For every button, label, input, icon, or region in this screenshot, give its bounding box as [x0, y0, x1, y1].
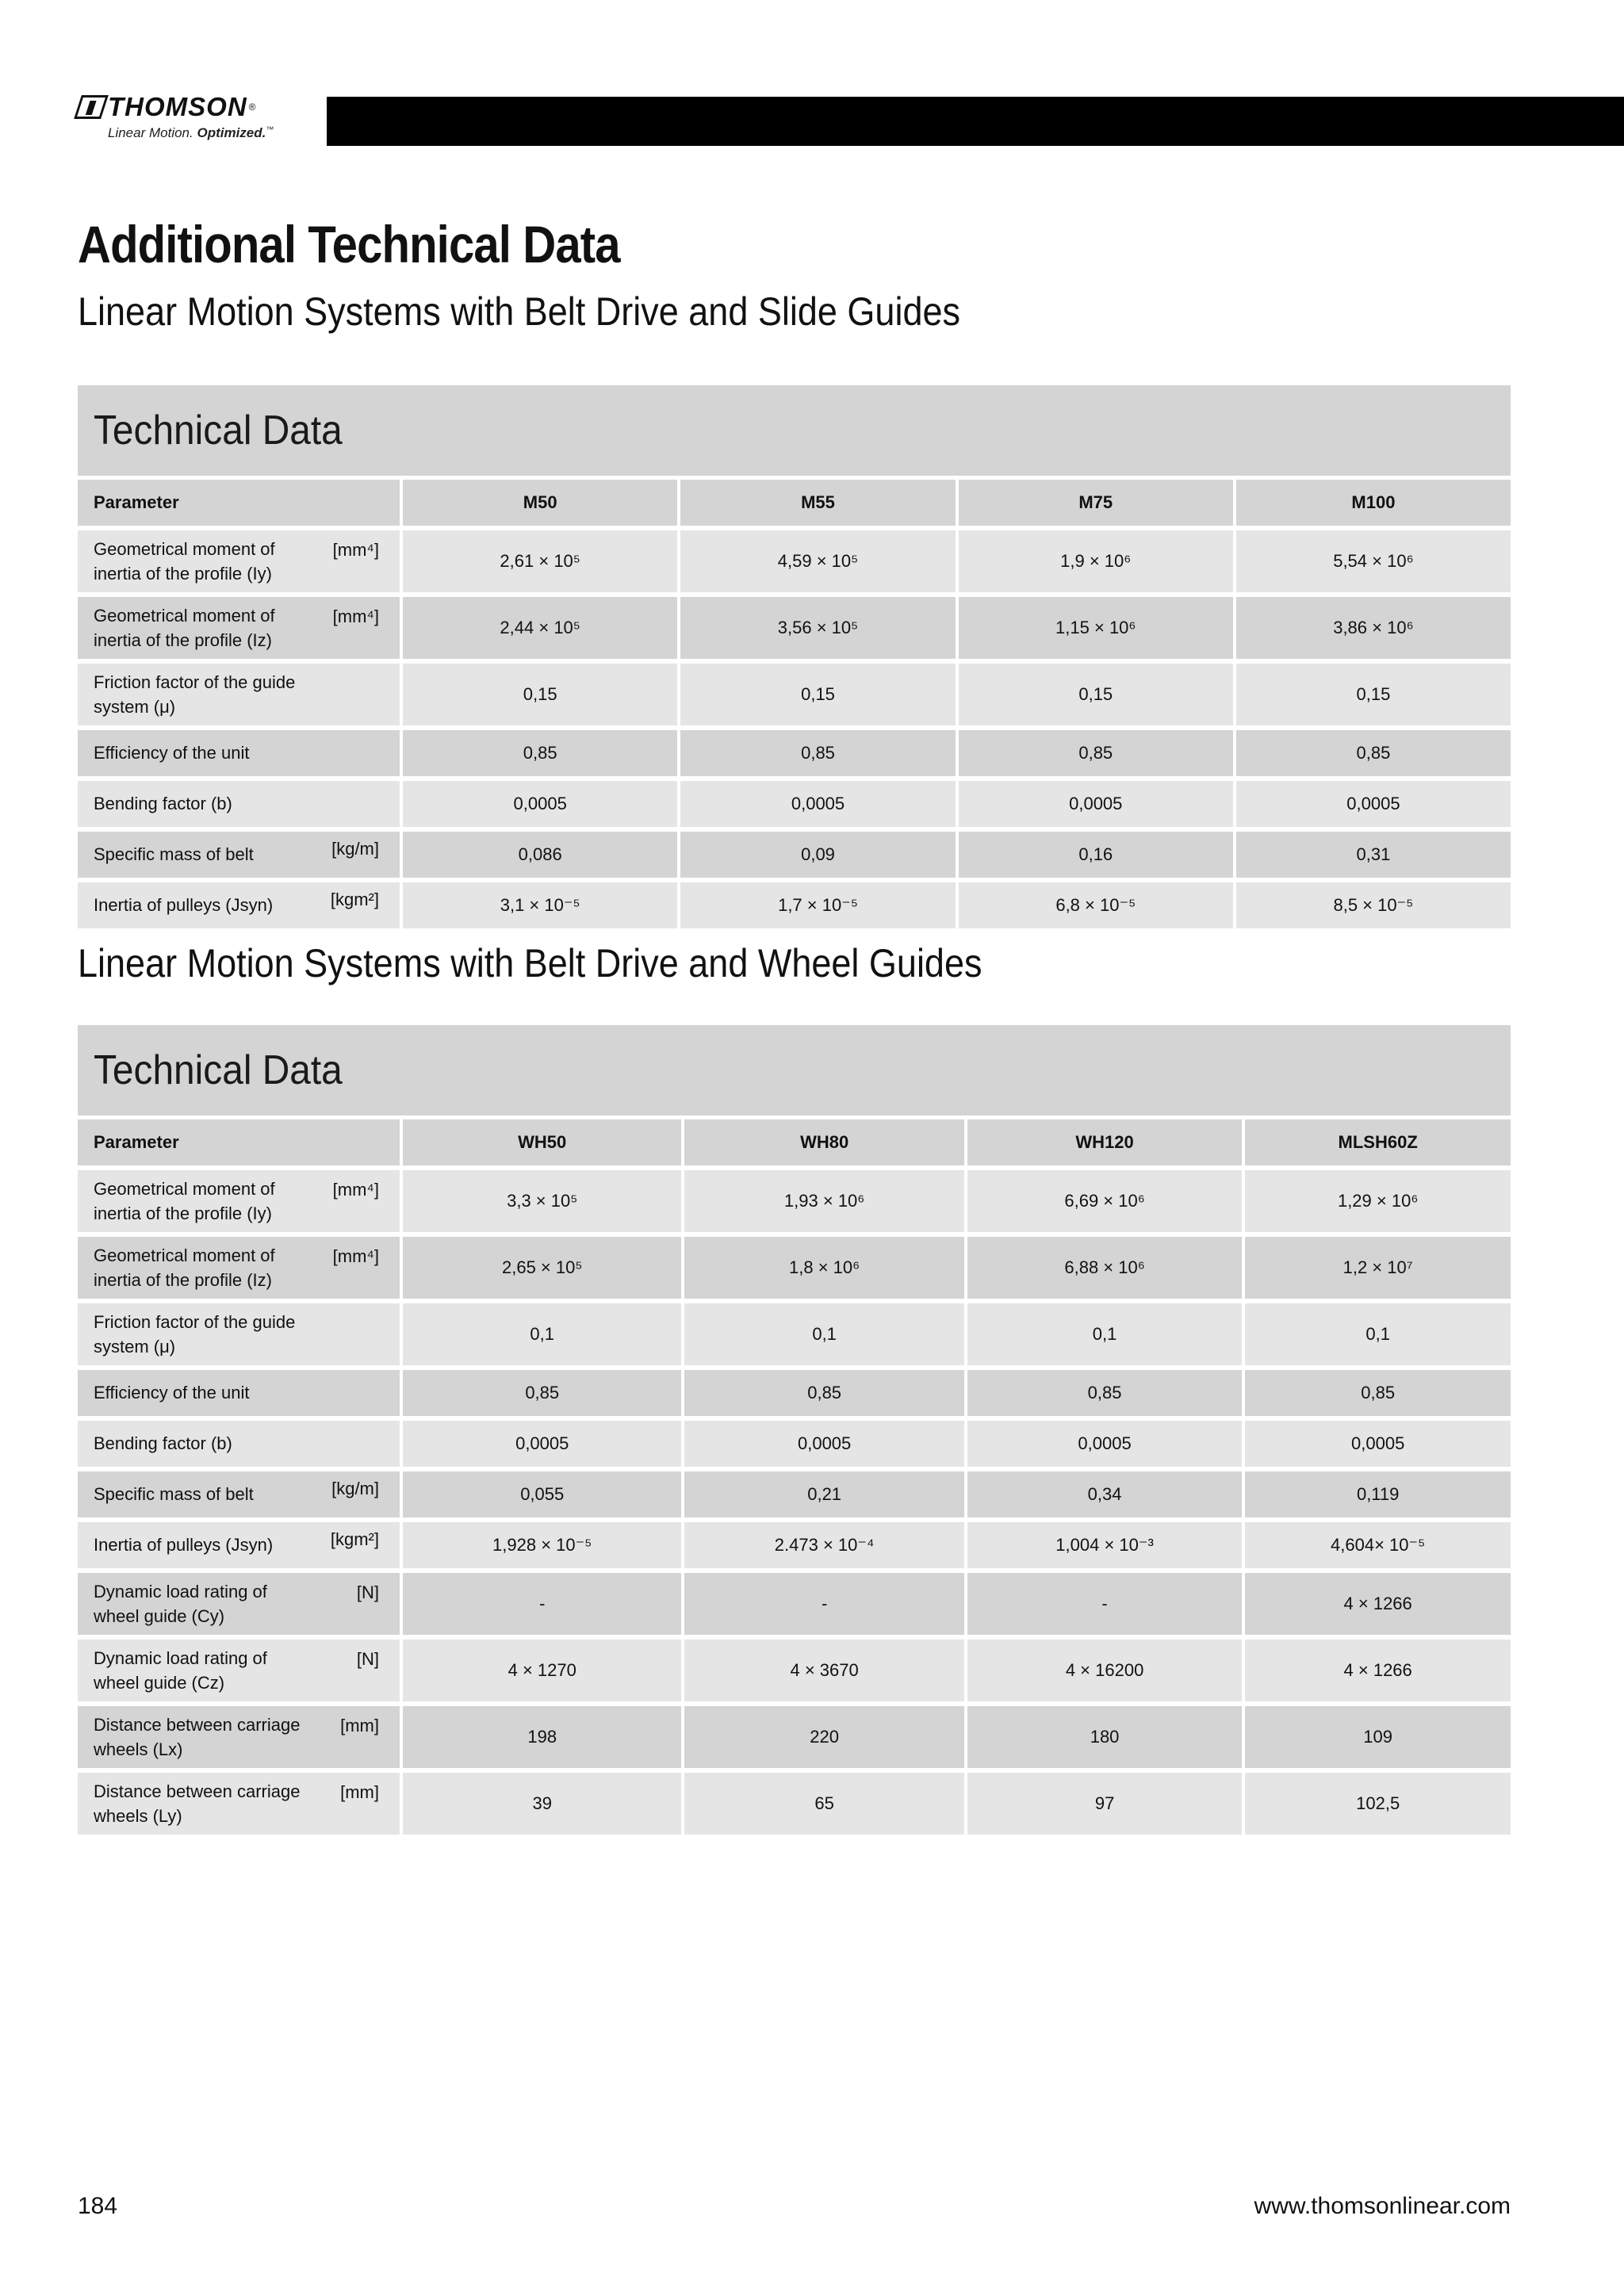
page-number: 184: [78, 2193, 118, 2219]
value-cell: 2,65 × 10⁵: [400, 1237, 681, 1299]
parameter-label: Inertia of pulleys (Jsyn): [94, 1535, 274, 1555]
parameter-unit: [mm⁴]: [332, 1180, 379, 1200]
value-cell: 3,3 × 10⁵: [400, 1170, 681, 1232]
table-row: [78, 1773, 1511, 1835]
logo-registered: ®: [248, 101, 256, 113]
parameter-label: Efficiency of the unit: [94, 1383, 250, 1402]
value-cell: 1,15 × 10⁶: [956, 597, 1233, 659]
value-cell: 2,44 × 10⁵: [400, 597, 677, 659]
table-header-row: [78, 480, 1511, 526]
parameter-label: Inertia of pulleys (Jsyn): [94, 895, 274, 915]
value-cell: 0,85: [400, 730, 677, 776]
value-cell: 4 × 1266: [1242, 1640, 1511, 1701]
parameter-unit: [mm⁴]: [332, 540, 379, 560]
value-cell: 6,88 × 10⁶: [964, 1237, 1243, 1299]
value-cell: 0,85: [1233, 730, 1511, 776]
value-cell: 0,85: [964, 1370, 1243, 1416]
value-cell: -: [964, 1573, 1243, 1635]
parameter-unit: [N]: [356, 1582, 379, 1602]
column-header-model: WH80: [681, 1119, 963, 1165]
column-header-parameter: Parameter: [78, 480, 400, 526]
value-cell: 1,928 × 10⁻⁵: [400, 1522, 681, 1568]
value-cell: 0,15: [1233, 664, 1511, 725]
tagline-bold: Optimized.: [197, 125, 266, 140]
technical-data-heading: Technical Data: [78, 385, 1511, 476]
value-cell: 0,85: [956, 730, 1233, 776]
table-row: [78, 730, 1511, 776]
parameter-cell: [78, 1421, 400, 1467]
value-cell: 0,1: [964, 1303, 1243, 1365]
parameter-label: Friction factor of the guide system (μ): [94, 1312, 296, 1357]
parameter-cell: [78, 1170, 400, 1232]
parameter-unit: [kg/m]: [331, 839, 379, 859]
column-header-model: M55: [677, 480, 955, 526]
parameter-label: Geometrical moment of inertia of the profile (Iy): [94, 539, 275, 584]
column-header-parameter: Parameter: [78, 1119, 400, 1165]
value-cell: 0,85: [677, 730, 955, 776]
value-cell: 0,0005: [1242, 1421, 1511, 1467]
table-row: [78, 1522, 1511, 1568]
value-cell: 4 × 1270: [400, 1640, 681, 1701]
value-cell: 8,5 × 10⁻⁵: [1233, 882, 1511, 928]
value-cell: 65: [681, 1773, 963, 1835]
footer-url[interactable]: www.thomsonlinear.com: [1254, 2193, 1511, 2219]
parameter-unit: [mm]: [340, 1782, 379, 1802]
parameter-cell: [78, 530, 400, 592]
value-cell: 4,604× 10⁻⁵: [1242, 1522, 1511, 1568]
value-cell: 0,85: [400, 1370, 681, 1416]
parameter-cell: [78, 664, 400, 725]
table-header-row: [78, 1119, 1511, 1165]
parameter-unit: [kgm²]: [330, 1529, 379, 1549]
value-cell: 198: [400, 1706, 681, 1768]
column-header-model: M50: [400, 480, 677, 526]
parameter-unit: [mm⁴]: [332, 607, 379, 626]
table-row: [78, 1640, 1511, 1701]
value-cell: 0,16: [956, 832, 1233, 878]
parameter-cell: [78, 781, 400, 827]
technical-data-block-wheel-guides: [78, 1025, 1511, 1839]
parameter-label: Geometrical moment of inertia of the profile (Iz): [94, 606, 275, 650]
parameter-label: Dynamic load rating of wheel guide (Cy): [94, 1582, 267, 1626]
header-bar: [327, 97, 1624, 146]
value-cell: 0,0005: [677, 781, 955, 827]
parameter-cell: [78, 882, 400, 928]
parameter-label: Geometrical moment of inertia of the profile (Iz): [94, 1246, 275, 1290]
table-row: [78, 832, 1511, 878]
value-cell: 0,85: [681, 1370, 963, 1416]
table-row: [78, 1471, 1511, 1517]
parameter-cell: [78, 1370, 400, 1416]
value-cell: 0,0005: [400, 781, 677, 827]
value-cell: 1,9 × 10⁶: [956, 530, 1233, 592]
value-cell: 1,29 × 10⁶: [1242, 1170, 1511, 1232]
value-cell: 0,21: [681, 1471, 963, 1517]
column-header-model: MLSH60Z: [1242, 1119, 1511, 1165]
value-cell: 109: [1242, 1706, 1511, 1768]
value-cell: 1,7 × 10⁻⁵: [677, 882, 955, 928]
value-cell: 0,055: [400, 1471, 681, 1517]
value-cell: 0,0005: [400, 1421, 681, 1467]
parameter-unit: [kg/m]: [331, 1479, 379, 1498]
logo-tagline: [108, 125, 274, 141]
parameter-label: Friction factor of the guide system (μ): [94, 672, 296, 717]
value-cell: 1,2 × 10⁷: [1242, 1237, 1511, 1299]
column-header-model: WH120: [964, 1119, 1243, 1165]
value-cell: 1,93 × 10⁶: [681, 1170, 963, 1232]
column-header-model: M100: [1233, 480, 1511, 526]
value-cell: 0,34: [964, 1471, 1243, 1517]
parameter-cell: [78, 832, 400, 878]
parameter-label: Specific mass of belt: [94, 1484, 254, 1504]
parameter-label: Bending factor (b): [94, 794, 232, 813]
value-cell: 0,0005: [964, 1421, 1243, 1467]
table-row: [78, 1421, 1511, 1467]
technical-data-table-slide-guides: [78, 475, 1511, 933]
parameter-cell: [78, 1706, 400, 1768]
table-row: [78, 530, 1511, 592]
parameter-cell: [78, 1773, 400, 1835]
table-row: [78, 781, 1511, 827]
section-title-wheel-guides: Linear Motion Systems with Belt Drive and Wheel Guides: [78, 941, 982, 985]
column-header-model: M75: [956, 480, 1233, 526]
table-row: [78, 597, 1511, 659]
section-title-slide-guides: Linear Motion Systems with Belt Drive and Slide Guides: [78, 289, 961, 334]
parameter-label: Geometrical moment of inertia of the profile (Iy): [94, 1179, 275, 1223]
value-cell: 4 × 1266: [1242, 1573, 1511, 1635]
parameter-label: Distance between carriage wheels (Ly): [94, 1781, 301, 1826]
parameter-cell: [78, 730, 400, 776]
parameter-label: Distance between carriage wheels (Lx): [94, 1715, 301, 1759]
value-cell: 0,1: [1242, 1303, 1511, 1365]
thomson-logo: [78, 92, 284, 147]
technical-data-block-slide-guides: [78, 385, 1511, 933]
parameter-cell: [78, 597, 400, 659]
value-cell: 4,59 × 10⁵: [677, 530, 955, 592]
value-cell: 5,54 × 10⁶: [1233, 530, 1511, 592]
parameter-label: Bending factor (b): [94, 1433, 232, 1453]
value-cell: 0,09: [677, 832, 955, 878]
value-cell: -: [681, 1573, 963, 1635]
value-cell: 2.473 × 10⁻⁴: [681, 1522, 963, 1568]
tagline-plain: Linear Motion.: [108, 125, 193, 140]
value-cell: 0,1: [681, 1303, 963, 1365]
value-cell: 0,0005: [1233, 781, 1511, 827]
parameter-label: Efficiency of the unit: [94, 743, 250, 763]
table-row: [78, 1370, 1511, 1416]
value-cell: 0,1: [400, 1303, 681, 1365]
technical-data-heading: Technical Data: [78, 1025, 1511, 1115]
parameter-cell: [78, 1471, 400, 1517]
parameter-unit: [mm]: [340, 1716, 379, 1735]
value-cell: 3,56 × 10⁵: [677, 597, 955, 659]
value-cell: 0,119: [1242, 1471, 1511, 1517]
value-cell: 0,31: [1233, 832, 1511, 878]
logo-name: THOMSON: [108, 92, 247, 121]
table-row: [78, 882, 1511, 928]
value-cell: 6,8 × 10⁻⁵: [956, 882, 1233, 928]
value-cell: 0,15: [400, 664, 677, 725]
parameter-cell: [78, 1640, 400, 1701]
table-row: [78, 1170, 1511, 1232]
value-cell: 97: [964, 1773, 1243, 1835]
table-row: [78, 664, 1511, 725]
table-row: [78, 1237, 1511, 1299]
value-cell: 2,61 × 10⁵: [400, 530, 677, 592]
parameter-label: Dynamic load rating of wheel guide (Cz): [94, 1648, 267, 1693]
value-cell: 0,15: [677, 664, 955, 725]
value-cell: 102,5: [1242, 1773, 1511, 1835]
parameter-cell: [78, 1237, 400, 1299]
parameter-label: Specific mass of belt: [94, 844, 254, 864]
value-cell: 4 × 3670: [681, 1640, 963, 1701]
parameter-cell: [78, 1522, 400, 1568]
parameter-unit: [kgm²]: [330, 890, 379, 909]
logo-wordmark: [78, 92, 256, 122]
value-cell: 6,69 × 10⁶: [964, 1170, 1243, 1232]
value-cell: 4 × 16200: [964, 1640, 1243, 1701]
page-title: Additional Technical Data: [78, 215, 620, 274]
table-row: [78, 1303, 1511, 1365]
thomson-mark-icon: [74, 95, 109, 119]
value-cell: 0,0005: [681, 1421, 963, 1467]
value-cell: 39: [400, 1773, 681, 1835]
table-row: [78, 1573, 1511, 1635]
value-cell: 0,85: [1242, 1370, 1511, 1416]
value-cell: 3,1 × 10⁻⁵: [400, 882, 677, 928]
value-cell: 180: [964, 1706, 1243, 1768]
table-row: [78, 1706, 1511, 1768]
parameter-unit: [mm⁴]: [332, 1246, 379, 1266]
value-cell: -: [400, 1573, 681, 1635]
value-cell: 1,8 × 10⁶: [681, 1237, 963, 1299]
column-header-model: WH50: [400, 1119, 681, 1165]
value-cell: 220: [681, 1706, 963, 1768]
value-cell: 0,15: [956, 664, 1233, 725]
value-cell: 0,0005: [956, 781, 1233, 827]
value-cell: 3,86 × 10⁶: [1233, 597, 1511, 659]
parameter-cell: [78, 1573, 400, 1635]
tagline-tm: ™: [266, 125, 274, 135]
value-cell: 0,086: [400, 832, 677, 878]
parameter-unit: [N]: [356, 1649, 379, 1669]
parameter-cell: [78, 1303, 400, 1365]
technical-data-table-wheel-guides: [78, 1115, 1511, 1839]
value-cell: 1,004 × 10⁻³: [964, 1522, 1243, 1568]
